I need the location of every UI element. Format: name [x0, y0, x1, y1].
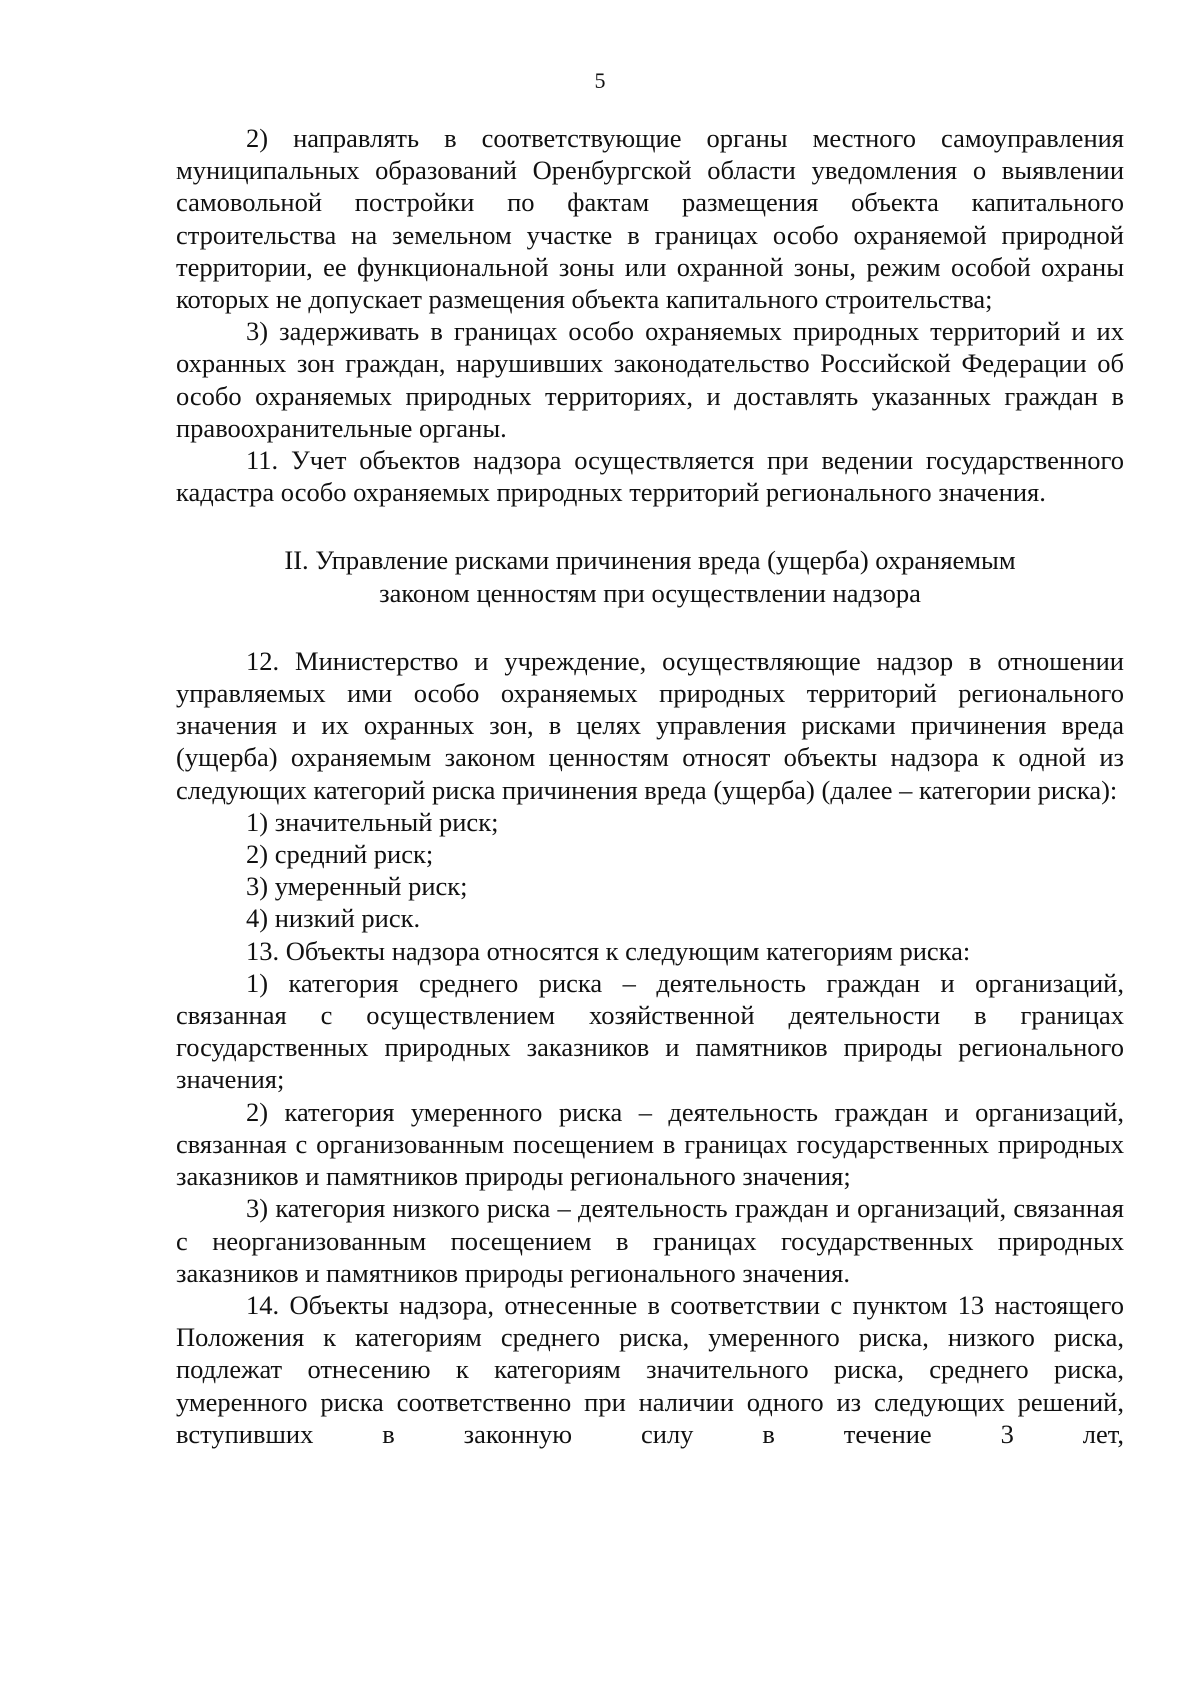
paragraph-12-risk-categories: 12. Министерство и учреждение, осуществляющие надзор в отношении управляемых ими особо охраняемых природных территорий регионального значения и их охранных зон, в целях управления рисками причинения вреда (ущерба) охраняемым законом ценностям относят объекты надзора к одной из следующих категорий риска причинения вреда (ущерба) (далее – категории риска):: [176, 645, 1124, 805]
paragraph-detain-citizens: 3) задерживать в границах особо охраняемых природных территорий и их охранных зон граждан, нарушивших законодательство Российской Федерации об особо охраняемых природных территориях, и доставлять указанных граждан в правоохранительные органы.: [176, 316, 1124, 443]
section-heading-line-1: II. Управление рисками причинения вреда (ущерба) охраняемым: [284, 545, 1016, 576]
paragraph-13-moderate-risk: 2) категория умеренного риска – деятельность граждан и организаций, связанная с организованным посещением в границах государственных природных заказников и памятников природы регионального значения;: [176, 1096, 1124, 1192]
section-heading: [176, 544, 1124, 608]
paragraph-13-low-risk: 3) категория низкого риска – деятельность граждан и организаций, связанная с неорганизованным посещением в границах государственных природных заказников и памятников природы регионального значения.: [176, 1193, 1124, 1288]
list-item-medium-risk: 2) средний риск;: [246, 839, 434, 870]
paragraph-13-intro: 13. Объекты надзора относятся к следующим категориям риска:: [246, 935, 971, 966]
paragraph-13-medium-risk: 1) категория среднего риска – деятельность граждан и организаций, связанная с осуществлением хозяйственной деятельности в границах государственных природных заказников и памятников природы регионального значения;: [176, 967, 1124, 1095]
list-item-low-risk: 4) низкий риск.: [246, 903, 421, 934]
paragraph-notify-self-construction: 2) направлять в соответствующие органы местного самоуправления муниципальных образований Оренбургской области уведомления о выявлении самовольной постройки по фактам размещения объекта капитального строительства на земельном участке в границах особо охраняемой природной территории, ее функциональной зоны или охранной зоны, режим особой охраны которых не допускает размещения объекта капитального строительства;: [176, 123, 1124, 315]
list-item-significant-risk: 1) значительный риск;: [246, 806, 499, 837]
list-item-moderate-risk: 3) умеренный риск;: [246, 871, 468, 902]
paragraph-11-accounting: 11. Учет объектов надзора осуществляется при ведении государственного кадастра особо охраняемых природных территорий регионального значения.: [176, 445, 1124, 508]
paragraph-14-reclassification: 14. Объекты надзора, отнесенные в соответствии с пунктом 13 настоящего Положения к категориям среднего риска, умеренного риска, низкого риска, подлежат отнесению к категориям значительного риска, среднего риска, умеренного риска соответственно при наличии одного из следующих решений, вступивших в законную силу в течение 3 лет,: [176, 1289, 1124, 1449]
section-heading-line-2: законом ценностям при осуществлении надзора: [379, 577, 921, 608]
document-body: [176, 122, 1124, 1450]
page-number: 5: [594, 68, 606, 93]
